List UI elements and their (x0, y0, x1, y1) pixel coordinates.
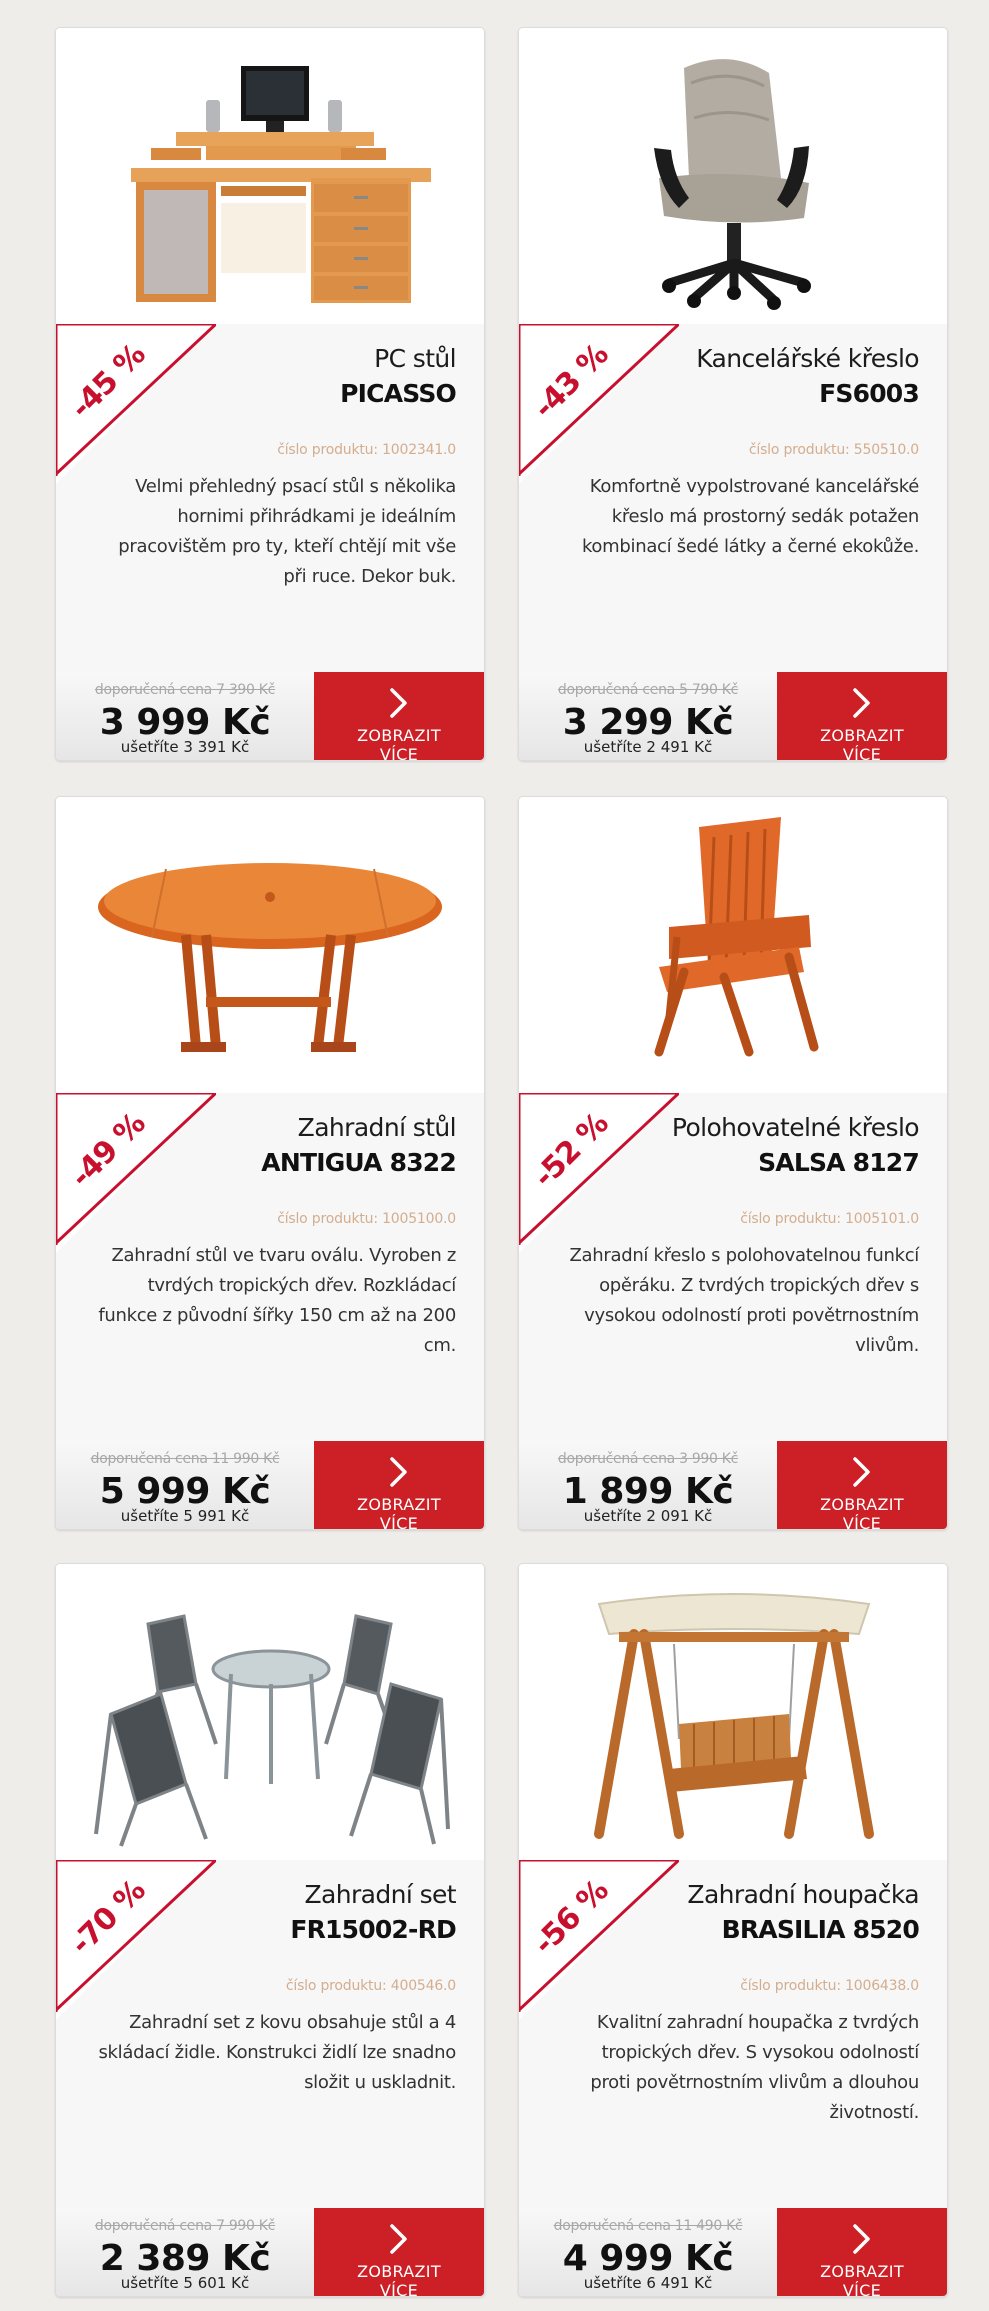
garden-table-icon (56, 797, 484, 1093)
show-more-button[interactable] (314, 2208, 484, 2296)
garden-chair-icon (519, 797, 947, 1093)
product-image[interactable] (56, 1564, 484, 1860)
computer-desk-icon (56, 28, 484, 324)
product-image[interactable] (519, 1564, 947, 1860)
original-price: doporučená cena 11 490 Kč (553, 2218, 743, 2234)
product-description: Zahradní křeslo s polohovatelnou funkcí opěráku. Z tvrdých tropických dřev s vysokou odolností proti povětrnostním vlivům. (569, 1245, 919, 1356)
product-card (55, 796, 485, 1530)
discount-badge (56, 1093, 216, 1253)
product-description: Kvalitní zahradní houpačka z tvrdých tropických dřev. S vysokou odolností proti povětrnostním vlivům a dlouhou životností. (590, 2012, 919, 2123)
product-description: Zahradní stůl ve tvaru oválu. Vyroben z tvrdých tropických dřev. Rozkládací funkce z původní šířky 150 cm až na 200 cm. (98, 1245, 456, 1356)
product-model[interactable]: FR15002-RD (290, 1915, 456, 1944)
price-box (519, 672, 777, 760)
sale-price: 3 299 Kč (562, 702, 734, 743)
product-image[interactable] (56, 28, 484, 324)
discount-badge (56, 324, 216, 484)
discount-percent: -43 % (526, 337, 616, 426)
savings: ušetříte 5 991 Kč (120, 1507, 250, 1525)
discount-percent: -45 % (63, 337, 153, 426)
sale-price: 4 999 Kč (562, 2238, 734, 2279)
product-model[interactable]: ANTIGUA 8322 (261, 1148, 456, 1177)
discount-badge (519, 1860, 679, 2020)
product-info (519, 1093, 947, 1441)
product-card (55, 1563, 485, 2297)
product-card (518, 27, 948, 761)
show-more-label: ZOBRAZIT VÍCE (820, 2262, 904, 2297)
sale-price: 3 999 Kč (99, 702, 271, 743)
price-box (56, 672, 314, 760)
original-price: doporučená cena 7 390 Kč (94, 682, 276, 698)
show-more-label: ZOBRAZIT VÍCE (820, 1495, 904, 1530)
chevron-right-icon (850, 1455, 874, 1489)
chevron-right-icon (387, 2222, 411, 2256)
show-more-button[interactable] (314, 672, 484, 760)
product-code: číslo produktu: 1005100.0 (277, 1211, 456, 1227)
original-price: doporučená cena 7 990 Kč (94, 2218, 276, 2234)
product-description: Komfortně vypolstrované kancelářské křeslo má prostorný sedák potažen kombinací šedé látky a černé ekokůže. (581, 476, 919, 557)
price-box (56, 1441, 314, 1529)
savings: ušetříte 6 491 Kč (583, 2274, 713, 2292)
product-name: Zahradní stůl (297, 1113, 456, 1142)
chevron-right-icon (850, 686, 874, 720)
product-image[interactable] (519, 28, 947, 324)
price-box (519, 2208, 777, 2296)
product-description: Zahradní set z kovu obsahuje stůl a 4 skládací židle. Konstrukci židlí lze snadno složit u uskladnit. (98, 2012, 456, 2093)
discount-percent: -52 % (526, 1106, 616, 1195)
original-price: doporučená cena 3 990 Kč (557, 1451, 739, 1467)
garden-swing-icon (519, 1564, 947, 1860)
product-code: číslo produktu: 550510.0 (748, 442, 919, 458)
sale-price: 5 999 Kč (99, 1471, 271, 1512)
show-more-label: ZOBRAZIT VÍCE (357, 2262, 441, 2297)
discount-percent: -70 % (63, 1873, 153, 1962)
product-image[interactable] (519, 797, 947, 1093)
show-more-label: ZOBRAZIT VÍCE (357, 726, 441, 761)
discount-percent: -56 % (526, 1873, 616, 1962)
product-model[interactable]: BRASILIA 8520 (721, 1915, 919, 1944)
show-more-label: ZOBRAZIT VÍCE (357, 1495, 441, 1530)
product-card (55, 27, 485, 761)
product-info (56, 1860, 484, 2208)
sale-price: 2 389 Kč (99, 2238, 271, 2279)
garden-set-icon (56, 1564, 484, 1860)
product-info (56, 324, 484, 672)
product-code: číslo produktu: 1005101.0 (740, 1211, 919, 1227)
product-description: Velmi přehledný psací stůl s několika hornimi přihrádkami je ideálním pracovištěm pro ty, kteří chtějí mit vše při ruce. Dekor buk. (118, 476, 456, 587)
show-more-button[interactable] (777, 672, 947, 760)
original-price: doporučená cena 11 990 Kč (90, 1451, 280, 1467)
product-card (518, 1563, 948, 2297)
savings: ušetříte 5 601 Kč (120, 2274, 250, 2292)
product-image[interactable] (56, 797, 484, 1093)
product-name: Zahradní houpačka (687, 1880, 919, 1909)
price-box (56, 2208, 314, 2296)
discount-badge (519, 1093, 679, 1253)
show-more-button[interactable] (777, 2208, 947, 2296)
chevron-right-icon (387, 686, 411, 720)
price-box (519, 1441, 777, 1529)
product-model[interactable]: FS6003 (819, 379, 919, 408)
product-card (518, 796, 948, 1530)
product-name: PC stůl (374, 344, 456, 373)
product-code: číslo produktu: 400546.0 (285, 1978, 456, 1994)
savings: ušetříte 2 491 Kč (583, 738, 713, 756)
show-more-button[interactable] (314, 1441, 484, 1529)
product-info (519, 1860, 947, 2208)
product-model[interactable]: PICASSO (340, 379, 456, 408)
show-more-label: ZOBRAZIT VÍCE (820, 726, 904, 761)
product-model[interactable]: SALSA 8127 (758, 1148, 919, 1177)
discount-badge (56, 1860, 216, 2020)
office-chair-icon (519, 28, 947, 324)
product-name: Zahradní set (304, 1880, 456, 1909)
original-price: doporučená cena 5 790 Kč (557, 682, 739, 698)
product-info (56, 1093, 484, 1441)
product-name: Kancelářské křeslo (696, 344, 919, 373)
product-info (519, 324, 947, 672)
show-more-button[interactable] (777, 1441, 947, 1529)
savings: ušetříte 3 391 Kč (120, 738, 250, 756)
product-code: číslo produktu: 1002341.0 (277, 442, 456, 458)
chevron-right-icon (387, 1455, 411, 1489)
discount-badge (519, 324, 679, 484)
product-code: číslo produktu: 1006438.0 (740, 1978, 919, 1994)
chevron-right-icon (850, 2222, 874, 2256)
sale-price: 1 899 Kč (562, 1471, 734, 1512)
discount-percent: -49 % (63, 1106, 153, 1195)
savings: ušetříte 2 091 Kč (583, 1507, 713, 1525)
product-name: Polohovatelné křeslo (671, 1113, 919, 1142)
